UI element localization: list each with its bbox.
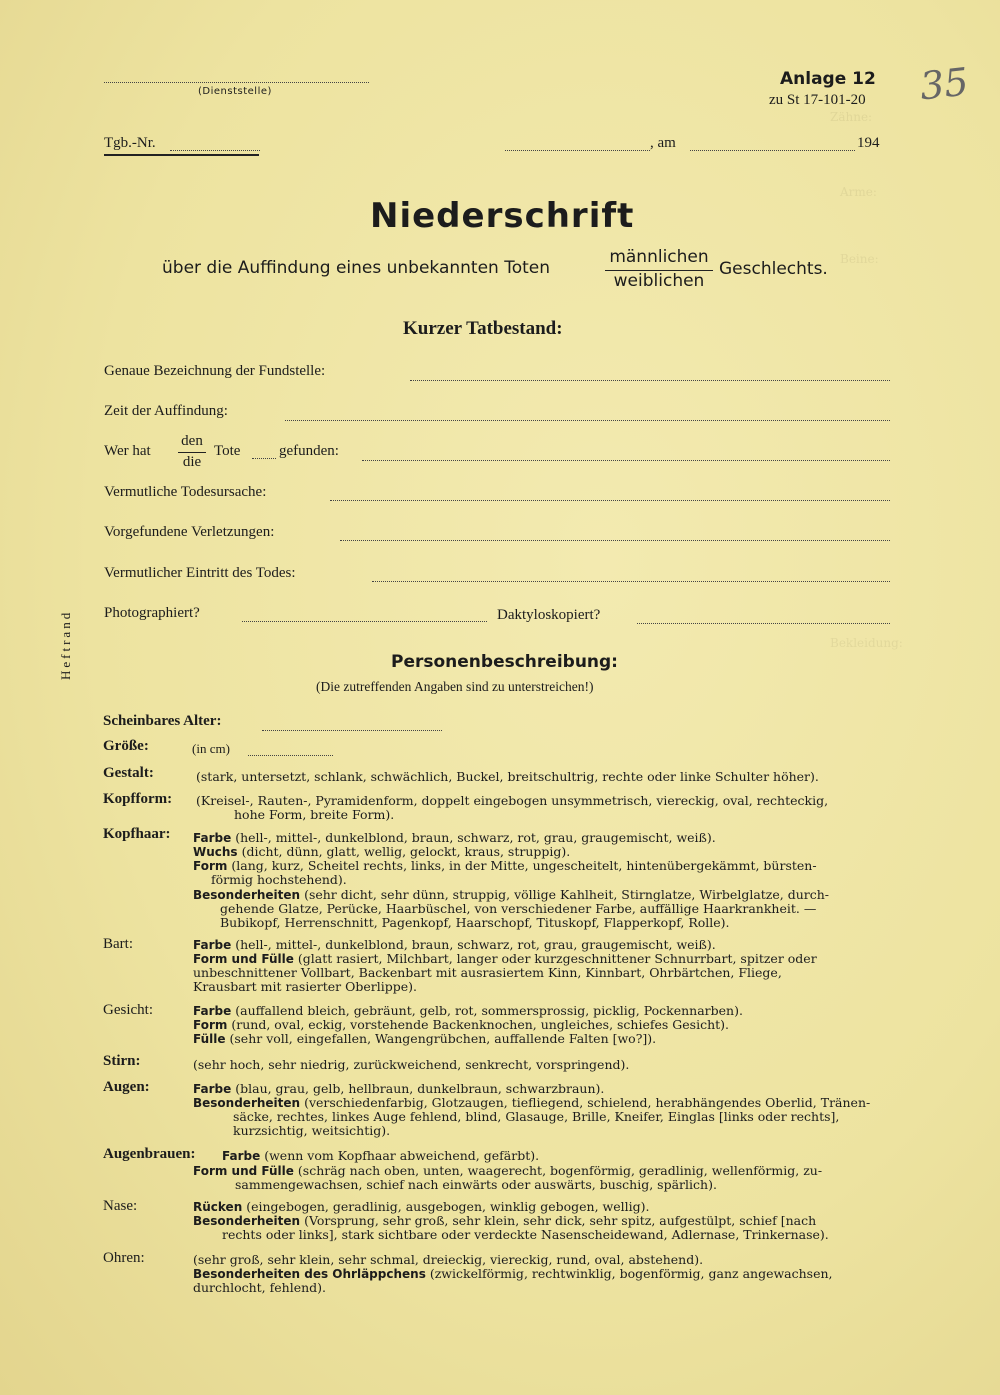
kopfhaar-besonderheiten-options[interactable]: gehende Glatze, Perücke, Haarbüschel, von verschiedener Farbe, auffällige Haarkrankheit. —: [220, 901, 817, 916]
die-option[interactable]: die: [182, 454, 202, 470]
kopfform-options[interactable]: hohe Form, breite Form).: [234, 807, 395, 822]
show-through-text: Bekleidung:: [830, 636, 903, 650]
augen-besonderheiten-label: Besonderheiten: [193, 1096, 301, 1110]
gestalt-options[interactable]: (stark, untersetzt, schlank, schwächlich, Buckel, breitschultrig, rechte oder linke Schulter höher).: [196, 769, 819, 784]
nase-label: Nase:: [103, 1198, 138, 1214]
kopfhaar-form-options[interactable]: förmig hochstehend).: [211, 872, 347, 887]
bart-form-options[interactable]: unbeschnittener Vollbart, Backenbart mit ausrasiertem Kinn, Kinnbart, Ohrbärtchen, Fliege,: [193, 965, 782, 980]
groesse-label: Größe:: [103, 738, 149, 754]
show-through-text: Beine:: [840, 252, 879, 266]
document-title: Niederschrift: [370, 196, 635, 236]
handwritten-number: 35: [917, 59, 971, 109]
tgb-nr-field[interactable]: [170, 150, 260, 151]
tote-suffix-field[interactable]: [252, 458, 276, 459]
augenbrauen-form-options[interactable]: (schräg nach oben, unten, waagerecht, bogenförmig, geradlinig, wellenförmig, zu-: [297, 1163, 823, 1178]
kopfform-options[interactable]: (Kreisel-, Rauten-, Pyramidenform, doppelt eingebogen unsymmetrisch, viereckig, oval, rechteckig,: [196, 793, 829, 808]
gestalt-label: Gestalt:: [103, 765, 154, 781]
stirn-options[interactable]: (sehr hoch, sehr niedrig, zurückweichend, senkrecht, vorspringend).: [193, 1057, 630, 1072]
kopfhaar-label: Kopfhaar:: [103, 826, 171, 842]
nase-besonderheiten-options[interactable]: rechts oder links], stark sichtbare oder verdeckte Nasenscheidewand, Adlernase, Trinkernase).: [222, 1227, 829, 1242]
kopfhaar-wuchs-label: Wuchs: [193, 845, 238, 859]
wer-hat-label: Wer hat: [104, 443, 151, 459]
sex-female-option[interactable]: weiblichen: [613, 271, 705, 291]
photographiert-label: Photographiert?: [104, 605, 200, 621]
ohren-options[interactable]: (sehr groß, sehr klein, sehr schmal, dreieckig, viereckig, rund, oval, abstehend).: [193, 1252, 704, 1267]
ohren-besonderheiten-options[interactable]: (zwickelförmig, rechtwinklig, bogenförmig, ganz angewachsen,: [429, 1266, 833, 1281]
kopfhaar-wuchs-options[interactable]: (dicht, dünn, glatt, wellig, gelockt, kraus, struppig).: [241, 844, 571, 859]
augenbrauen-farbe-label: Farbe: [222, 1149, 261, 1163]
bart-farbe-options[interactable]: (hell-, mittel-, dunkelblond, braun, schwarz, rot, grau, graugemischt, weiß).: [235, 937, 716, 952]
fundstelle-label: Genaue Bezeichnung der Fundstelle:: [104, 363, 326, 379]
tgb-underline: [104, 154, 259, 156]
photographiert-field[interactable]: [242, 621, 487, 622]
kopfhaar-farbe-options[interactable]: (hell-, mittel-, dunkelblond, braun, schwarz, rot, grau, graugemischt, weiß).: [235, 830, 716, 845]
heftrand-margin-label: Heftrand: [58, 609, 73, 680]
augenbrauen-label: Augenbrauen:: [103, 1146, 196, 1162]
ohren-besonderheiten-options[interactable]: durchlocht, fehlend).: [193, 1280, 326, 1295]
kopfhaar-form-label: Form: [193, 859, 228, 873]
fraction-line: [178, 452, 206, 453]
am-label: , am: [650, 135, 676, 151]
beschreibung-note: (Die zutreffenden Angaben sind zu unterstreichen!): [316, 679, 594, 694]
date-field[interactable]: [690, 150, 855, 151]
augen-farbe-label: Farbe: [193, 1082, 232, 1096]
groesse-field[interactable]: [248, 755, 333, 756]
bart-farbe-label: Farbe: [193, 938, 232, 952]
finder-field[interactable]: [362, 460, 890, 461]
bart-label: Bart:: [103, 936, 133, 952]
daktyloskopiert-label: Daktyloskopiert?: [497, 607, 601, 623]
tgb-nr-label: Tgb.-Nr.: [104, 135, 156, 151]
gesicht-fuelle-label: Fülle: [193, 1032, 226, 1046]
dienststelle-line[interactable]: [104, 82, 369, 83]
zeit-field[interactable]: [285, 420, 890, 421]
kopfhaar-farbe-label: Farbe: [193, 831, 232, 845]
alter-field[interactable]: [262, 730, 442, 731]
geschlechts-label: Geschlechts.: [719, 259, 828, 279]
augen-besonderheiten-options[interactable]: kurzsichtig, weitsichtig).: [233, 1123, 391, 1138]
gesicht-form-options[interactable]: (rund, oval, eckig, vorstehende Backenknochen, ungleiches, schiefes Gesicht).: [231, 1017, 730, 1032]
dienststelle-label: (Dienststelle): [198, 86, 272, 97]
nase-besonderheiten-options[interactable]: (Vorsprung, sehr groß, sehr klein, sehr dick, sehr spitz, aufgestülpt, schief [nach: [304, 1213, 817, 1228]
augenbrauen-farbe-options[interactable]: (wenn vom Kopfhaar abweichend, gefärbt).: [264, 1148, 540, 1163]
fundstelle-field[interactable]: [410, 380, 890, 381]
sex-male-option[interactable]: männlichen: [609, 247, 709, 267]
ohren-besonderheiten-label: Besonderheiten des Ohrläppchens: [193, 1267, 426, 1281]
verletzungen-field[interactable]: [340, 540, 890, 541]
tatbestand-heading: Kurzer Tatbestand:: [403, 318, 563, 339]
daktyloskopiert-field[interactable]: [637, 623, 890, 624]
beschreibung-heading: Personenbeschreibung:: [391, 652, 618, 672]
kopfhaar-besonderheiten-options[interactable]: Bubikopf, Herrenschnitt, Pagenkopf, Haarschopf, Tituskopf, Flapperkopf, Rolle).: [220, 915, 730, 930]
augen-farbe-options[interactable]: (blau, grau, gelb, hellbraun, dunkelbraun, schwarzbraun).: [235, 1081, 605, 1096]
gefunden-label: gefunden:: [279, 443, 339, 459]
title-subtitle: über die Auffindung eines unbekannten Toten: [162, 258, 551, 278]
gesicht-farbe-options[interactable]: (auffallend bleich, gebräunt, gelb, rot, sommersprossig, picklig, Pockennarben).: [235, 1003, 743, 1018]
bart-form-label: Form und Fülle: [193, 952, 294, 966]
augen-label: Augen:: [103, 1079, 150, 1095]
kopfhaar-form-options[interactable]: (lang, kurz, Scheitel rechts, links, in der Mitte, ungescheitelt, hintenübergekämmt, bürsten-: [231, 858, 817, 873]
alter-label: Scheinbares Alter:: [103, 713, 222, 729]
bart-form-options[interactable]: (glatt rasiert, Milchbart, langer oder kurzgeschnittener Schnurrbart, spitzer oder: [297, 951, 817, 966]
verletzungen-label: Vorgefundene Verletzungen:: [104, 524, 275, 540]
year-label: 194: [857, 135, 880, 151]
groesse-unit: (in cm): [192, 741, 230, 756]
gesicht-label: Gesicht:: [103, 1002, 153, 1018]
todesursache-field[interactable]: [330, 500, 890, 501]
augen-besonderheiten-options[interactable]: säcke, rechtes, linkes Auge fehlend, blind, Glasauge, Brille, Kneifer, Einglas [links oder rechts],: [233, 1109, 840, 1124]
eintritt-field[interactable]: [372, 581, 890, 582]
den-option[interactable]: den: [181, 433, 203, 449]
gesicht-fuelle-options[interactable]: (sehr voll, eingefallen, Wangengrübchen, auffallende Falten [wo?]).: [229, 1031, 657, 1046]
eintritt-label: Vermutlicher Eintritt des Todes:: [104, 565, 296, 581]
kopfhaar-besonderheiten-options[interactable]: (sehr dicht, sehr dünn, struppig, völlige Kahlheit, Stirnglatze, Wirbelglatze, durch-: [304, 887, 830, 902]
zeit-label: Zeit der Auffindung:: [104, 403, 228, 419]
gesicht-form-label: Form: [193, 1018, 228, 1032]
tote-label: Tote: [214, 443, 241, 459]
bart-form-options[interactable]: Krausbart mit rasierter Oberlippe).: [193, 979, 417, 994]
nase-besonderheiten-label: Besonderheiten: [193, 1214, 301, 1228]
kopfform-label: Kopfform:: [103, 791, 173, 807]
ohren-label: Ohren:: [103, 1250, 145, 1266]
todesursache-label: Vermutliche Todesursache:: [104, 484, 267, 500]
gesicht-farbe-label: Farbe: [193, 1004, 232, 1018]
nase-ruecken-options[interactable]: (eingebogen, geradlinig, ausgebogen, winklig gebogen, wellig).: [246, 1199, 650, 1214]
nase-ruecken-label: Rücken: [193, 1200, 243, 1214]
augen-besonderheiten-options[interactable]: (verschiedenfarbig, Glotzaugen, tiefliegend, schielend, herabhängendes Oberlid, Tränen-: [304, 1095, 871, 1110]
show-through-text: Zähne:: [830, 110, 873, 124]
stirn-label: Stirn:: [103, 1053, 141, 1069]
kopfhaar-besonderheiten-label: Besonderheiten: [193, 888, 301, 902]
anlage-label: Anlage 12: [780, 69, 876, 89]
zu-st-label: zu St 17-101-20: [769, 92, 866, 108]
show-through-text: Arme:: [840, 185, 877, 199]
augenbrauen-form-label: Form und Fülle: [193, 1164, 294, 1178]
augenbrauen-form-options[interactable]: sammengewachsen, schief nach einwärts oder auswärts, buschig, spärlich).: [235, 1177, 717, 1192]
place-field[interactable]: [505, 150, 650, 151]
